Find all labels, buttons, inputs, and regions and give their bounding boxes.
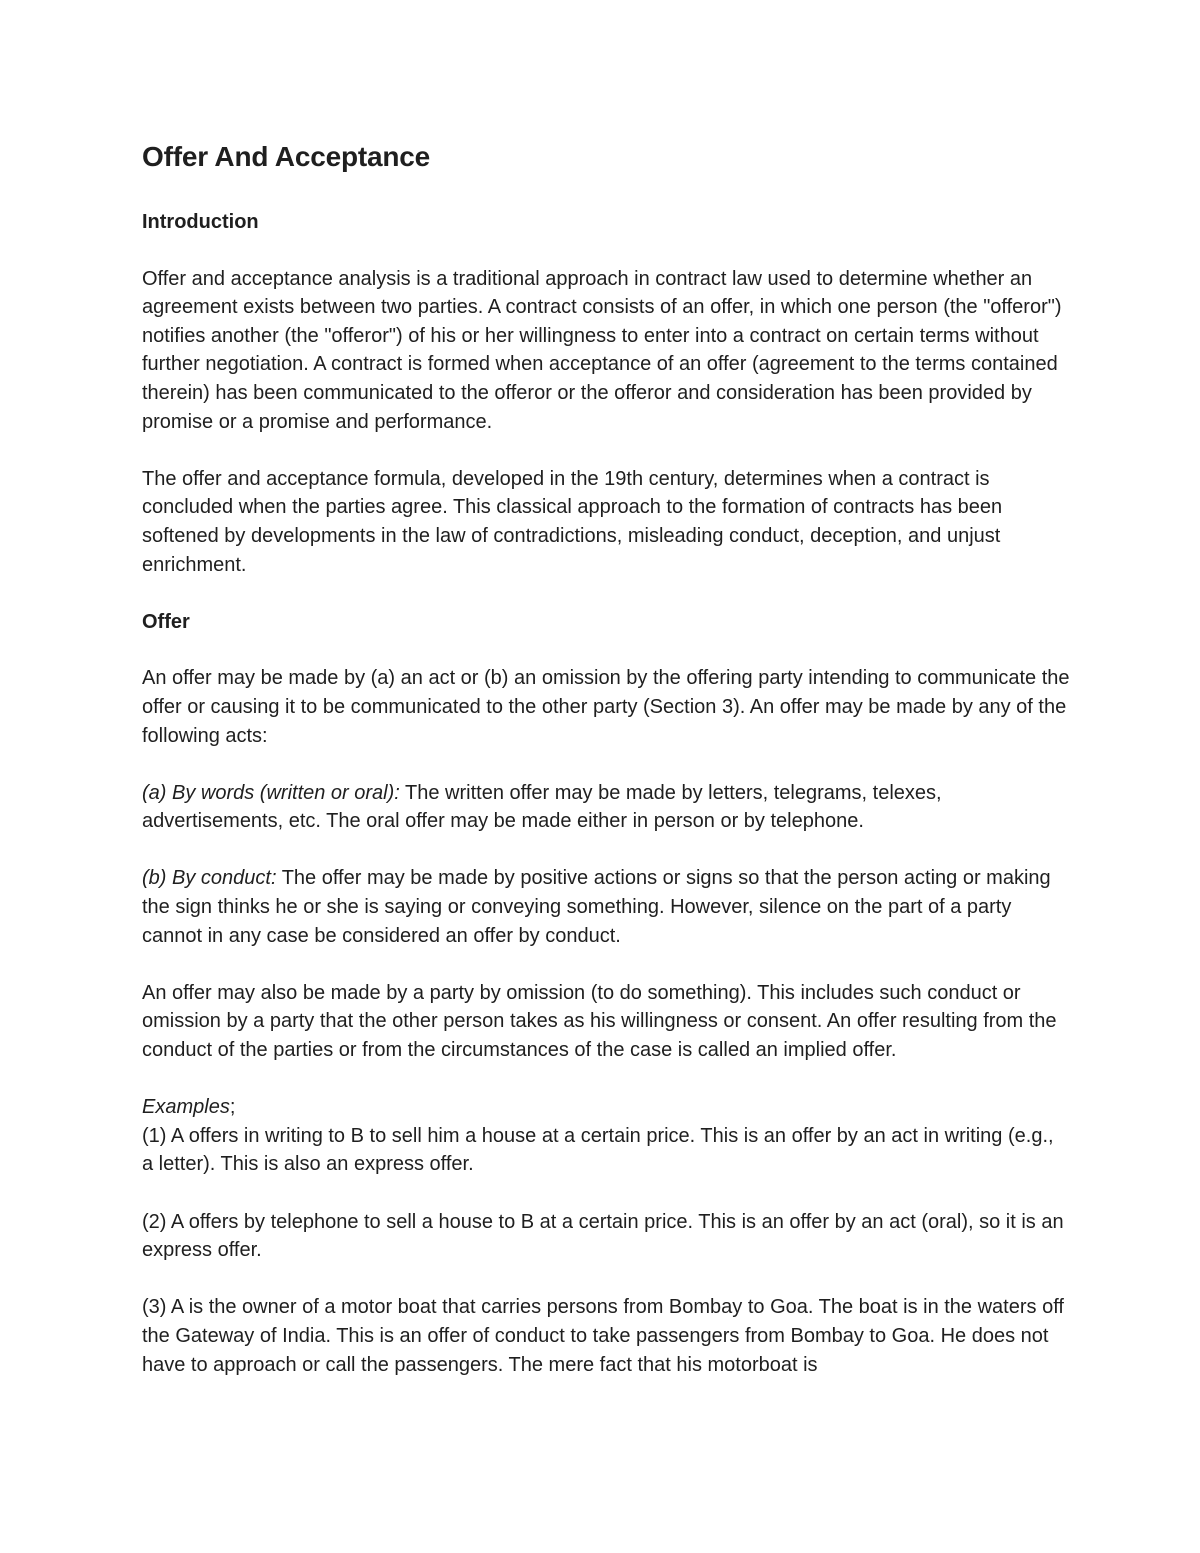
- offer-paragraph-2: An offer may also be made by a party by omission (to do something). This includes such conduct or omission by a party that the other person takes as his willingness or consent. An offer resulting from the conduct of the parties or from the circumstances of the case is called an implied offer.: [142, 981, 1057, 1062]
- intro-paragraph-2: The offer and acceptance formula, developed in the 19th century, determines when a contract is concluded when the parties agree. This classical approach to the formation of contracts has been softened by developments in the law of contradictions, misleading conduct, deception, and unjust enrichment.: [142, 467, 1003, 576]
- example-2: (2) A offers by telephone to sell a house to B at a certain price. This is an offer by an act (oral), so it is an express offer.: [142, 1210, 1064, 1262]
- offer-item-b: [142, 864, 1070, 950]
- intro-paragraph-1: Offer and acceptance analysis is a traditional approach in contract law used to determine whether an agreement exists between two parties. A contract consists of an offer, in which one person (the "offeror") notifies another (the "offeror") of his or her willingness to enter into a contract on certain terms without further negotiation. A contract is formed when acceptance of an offer (agreement to the terms contained therein) has been communicated to the offeror or the offeror and consideration has been provided by promise or a promise and performance.: [142, 267, 1062, 433]
- example-1: (1) A offers in writing to B to sell him a house at a certain price. This is an offer by an act in writing (e.g., a letter). This is also an express offer.: [142, 1124, 1054, 1176]
- section-heading-offer: Offer: [142, 610, 190, 633]
- example-3: (3) A is the owner of a motor boat that carries persons from Bombay to Goa. The boat is in the waters off the Gateway of India. This is an offer of conduct to take passengers from Bombay to Goa. He does not have to approach or call the passengers. The mere fact that his motorboat is: [142, 1296, 1064, 1376]
- examples-label: Examples: [142, 1096, 230, 1119]
- offer-item-a-label: (a) By words (written or oral):: [142, 781, 400, 804]
- examples-suffix: ;: [229, 1096, 236, 1119]
- offer-item-b-label: (b) By conduct:: [142, 867, 277, 890]
- offer-item-b-text: The offer may be made by positive actions or signs so that the person acting or making the sign thinks he or she is saying or conveying something. However, silence on the part of a party cannot in any case be considered an offer by conduct.: [142, 867, 1051, 947]
- section-heading-introduction: Introduction: [142, 211, 259, 233]
- examples-label-line: [142, 1093, 1070, 1122]
- offer-item-a-text: The written offer may be made by letters, telegrams, telexes, advertisements, etc. The oral offer may be made either in person or by telephone.: [142, 781, 942, 833]
- offer-item-a: [142, 779, 1070, 836]
- offer-paragraph-1: An offer may be made by (a) an act or (b) an omission by the offering party intending to communicate the offer or causing it to be communicated to the other party (Section 3). An offer may be made by any of the following acts:: [142, 667, 1070, 747]
- document-title: Offer And Acceptance: [142, 141, 430, 172]
